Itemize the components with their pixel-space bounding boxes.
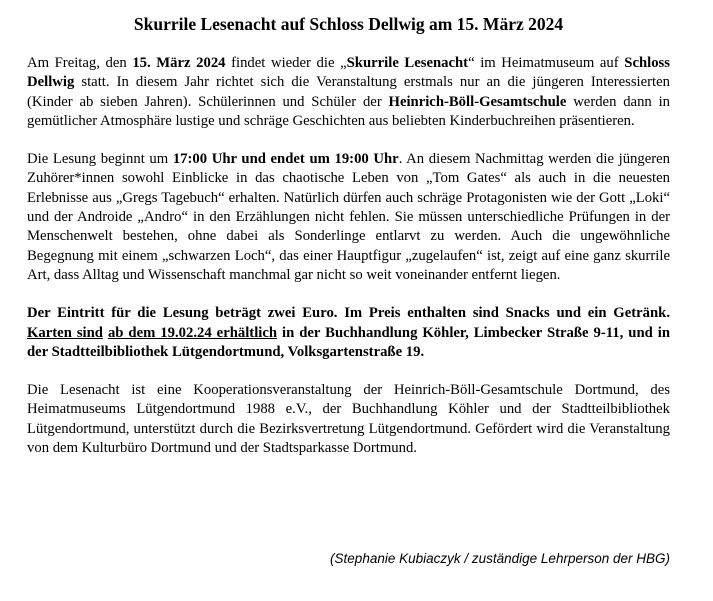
text-run: Die Lesung beginnt um xyxy=(27,151,173,168)
document-title: Skurrile Lesenacht auf Schloss Dellwig am 15. März 2024 xyxy=(133,14,564,34)
bold-run: Heinrich-Böll-Gesamtschule xyxy=(388,93,567,110)
text-run: . An diesem Nachmittag werden die jüngeren Zuhörer*innen sowohl Einblicke in das chaotische Leben von „Tom Gates“ als auch in die neuesten Erlebnisse aus „Gregs Tagebuch“ erhalten. Natürlich dürfen auch schräge Protagonisten wie der Gott „Loki“ und der Androide „Andro“ in den Erzählungen nicht fehlen. Sie müssen unterschiedliche Prüfungen in der Menschenwelt bestehen, ohne dabei als Sonderlinge entlarvt zu werden. Auch die ungewöhnliche Begegnung mit einem „schwarzen Loch“, das einer Hauptfigur „zugelaufen“ ist, zeigt auf eine ganz skurrile Art, dass Alltag und Wissenschaft manchmal gar nicht so weit voneinander entfernt liegen. xyxy=(27,151,670,283)
underlined-run: ab dem 19.02.24 erhältlich xyxy=(107,324,278,341)
text-run: Der Eintritt für die Lesung beträgt zwei Euro. Im Preis enthalten sind Snacks und ein Getränk. xyxy=(27,305,670,322)
bold-run: Skurrile Lesenacht xyxy=(346,55,469,71)
underlined-run: Karten sind xyxy=(27,324,103,341)
text-run: werden dann in gemütlicher Atmosphäre lustige und schräge Geschichten aus beliebten Kinderbuchreihen präsentieren. xyxy=(27,93,670,129)
paragraph-schedule xyxy=(27,150,670,285)
text-run: Am Freitag, den xyxy=(27,55,133,71)
bold-run: 15. März 2024 xyxy=(132,55,226,71)
text-run: “ im Heimatmuseum auf xyxy=(468,55,625,71)
bold-run: Schloss Dellwig xyxy=(27,55,670,91)
text-run: in der Buchhandlung Köhler, Limbecker Straße 9-11, und in der Stadtteilbibliothek Lütgendortmund, Volksgartenstraße 19. xyxy=(27,324,670,360)
paragraph-cooperation: Die Lesenacht ist eine Kooperationsveranstaltung der Heinrich-Böll-Gesamtschule Dortmund, des Heimatmuseums Lütgendortmund 1988 e.V., der Buchhandlung Köhler und der Stadtteilbibliothek Lütgendortmund, unterstützt durch die Bezirksvertretung Lütgendortmund. Gefördert wird die Veranstaltung von dem Kulturbüro Dortmund und der Stadtsparkasse Dortmund. xyxy=(27,382,670,457)
paragraph-intro xyxy=(27,54,670,131)
text-run: statt. In diesem Jahr richtet sich die Veranstaltung erstmals nur an die jüngeren Interessierten (Kinder ab sieben Jahren). Schülerinnen und Schüler der xyxy=(27,74,670,110)
bold-run: 17:00 Uhr und endet um 19:00 Uhr xyxy=(172,151,399,168)
text-run: findet wieder die „ xyxy=(225,55,347,71)
paragraph-tickets xyxy=(27,304,670,362)
signature: (Stephanie Kubiaczyk / zuständige Lehrperson der HBG) xyxy=(330,551,670,566)
